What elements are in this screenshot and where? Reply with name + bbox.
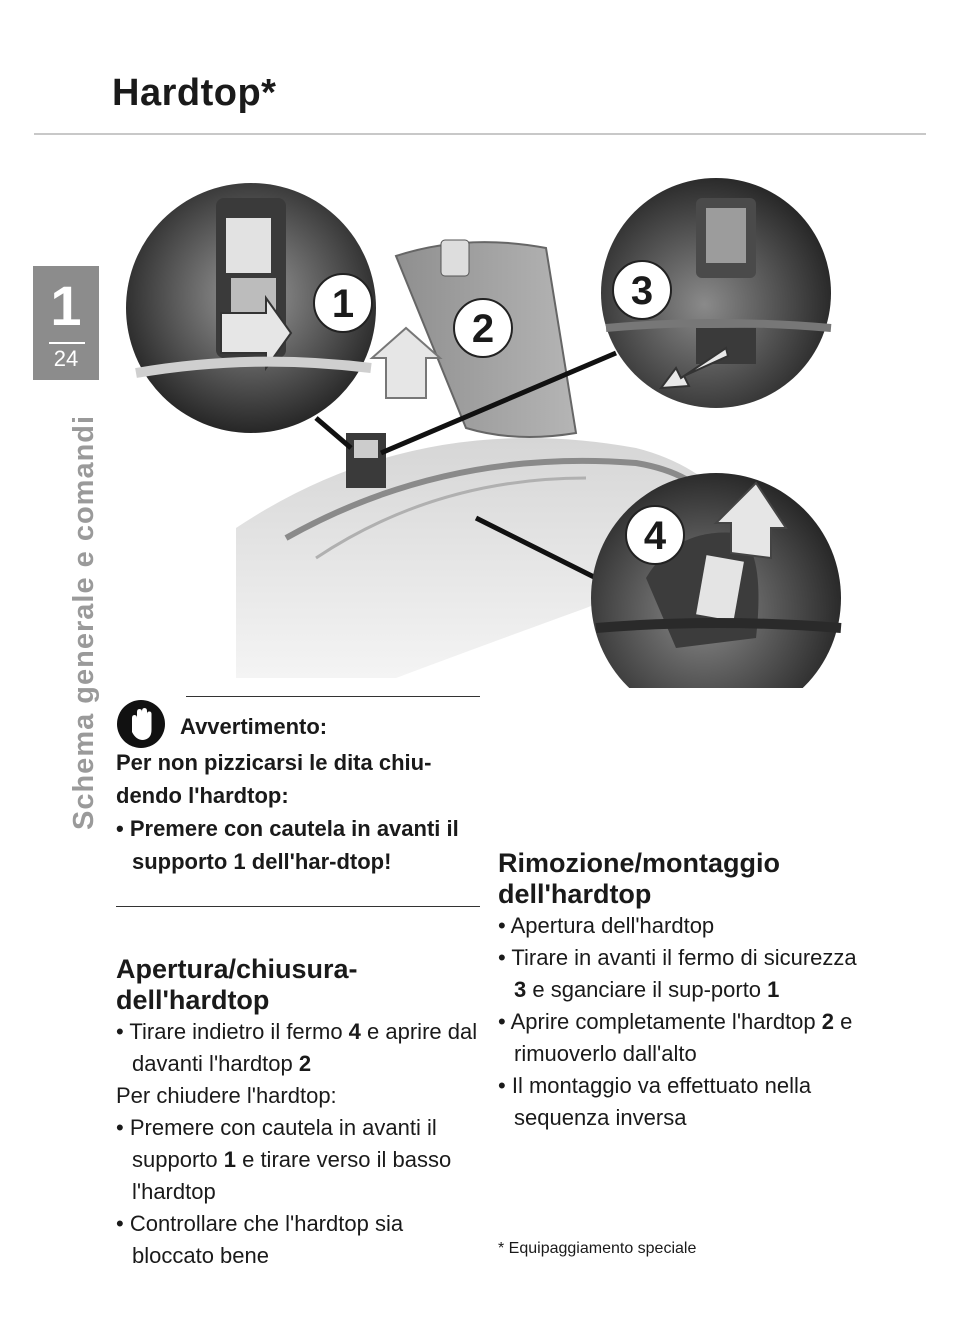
page-number: 24 [53,346,79,371]
list-item: • Tirare in avanti il fermo di sicurezza 3 e sganciare il sup-porto 1 [498,945,857,1002]
svg-text:2: 2 [471,307,495,351]
warning-heading: Avvertimento: [180,714,328,739]
list-item: • Tirare indietro il fermo 4 e aprire dal davanti l'hardtop 2 [116,1019,478,1076]
callout-3 [613,261,671,319]
warning-rule-top [186,696,480,697]
header-divider [34,133,926,135]
section-open-close [116,954,486,1272]
list-item: • Il montaggio va effettuato nella sequenza inversa [498,1073,812,1130]
list-item: • Controllare che l'hardtop sia bloccato bene [116,1211,404,1268]
svg-text:1: 1 [331,282,355,326]
hand-stop-icon [115,698,167,750]
svg-text:4: 4 [643,514,667,558]
section-heading: Apertura/chiusura-dell'hardtop [116,954,358,1015]
list-item: • Premere con cautela in avanti il supporto 1 e tirare verso il basso l'hardtop [116,1115,452,1204]
footnote: * Equipaggiamento speciale [498,1240,697,1257]
callout-2 [454,299,512,357]
list-item: • Aprire completamente l'hardtop 2 e rimuoverlo dall'alto [498,1009,853,1066]
chapter-number: 1 [50,274,82,337]
close-intro: Per chiudere l'hardtop: [116,1083,337,1108]
warning-bullet: • Premere con cautela in avanti il supporto 1 dell'har-dtop! [116,816,459,874]
section-side-label: Schema generale e comandi [68,414,100,830]
page-title: Hardtop* [112,72,277,114]
chapter-divider [49,342,85,344]
hardtop-illustration [116,178,846,688]
list-item: • Apertura dell'hardtop [498,913,715,938]
section-heading: Rimozione/montaggio dell'hardtop [498,848,780,909]
callout-4 [626,506,684,564]
callout-1 [314,274,372,332]
section-remove-install [498,848,868,1134]
warning-line: Per non pizzicarsi le dita chiu-dendo l'hardtop: [116,750,432,808]
warning-rule-bottom [116,906,480,907]
svg-text:3: 3 [630,269,654,313]
warning-text [116,746,482,878]
